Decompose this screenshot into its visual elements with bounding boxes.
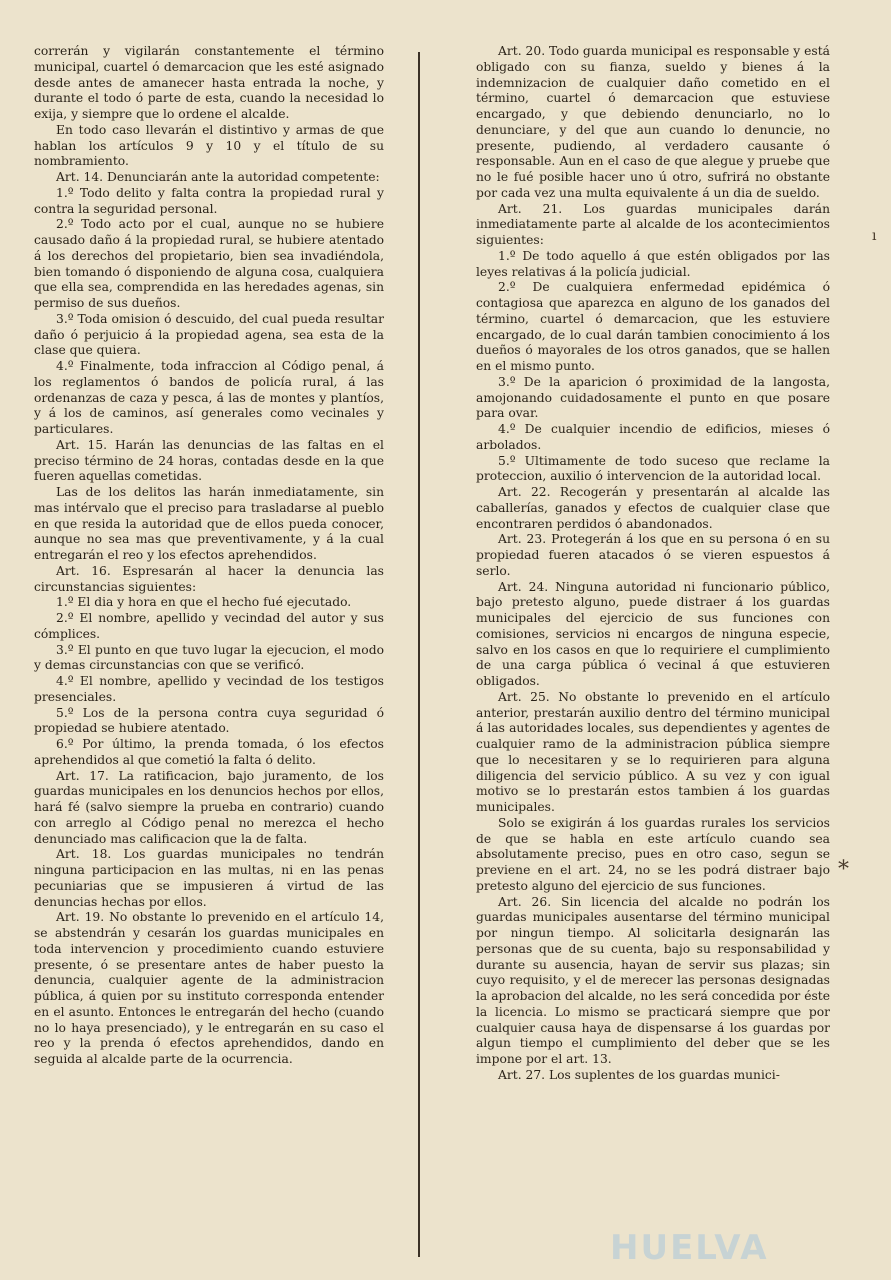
list-item: 6.º Por último, la prenda tomada, ó los efectos aprehendidos al que cometió la falta ó delito. xyxy=(34,737,384,767)
watermark-logo: HUELVA xyxy=(610,1228,769,1268)
paragraph: Solo se exigirán á los guardas rurales los servicios de que se habla en este artículo cuando sea absolutamente preciso, pues en otro caso, segun se previene en el art. 24, no se les podrá distraer bajo pretesto alguno del ejercicio de sus funciones. xyxy=(476,815,830,893)
article-22: Art. 22. Recogerán y presentarán al alcalde las caballerías, ganados y efectos de cualquier clase que encontraren perdidos ó abandonados. xyxy=(476,485,830,531)
article-18: Art. 18. Los guardas municipales no tendrán ninguna participacion en las multas, ni en las penas pecuniarias que se impusieren á virtud de las denuncias hechas por ellos. xyxy=(34,847,384,909)
article-24: Art. 24. Ninguna autoridad ni funcionario público, bajo pretesto alguno, puede distraer á los guardas municipales del ejercicio de sus funciones con comisiones, servicios ni encargos de ninguna especie, salvo en los casos en que lo requiriere el cumplimiento de una carga pública ó vecinal á que estuvieren obligados. xyxy=(476,579,830,688)
article-25: Art. 25. No obstante lo prevenido en el artículo anterior, prestarán auxilio dentro del término municipal á las autoridades locales, sus dependientes y agentes de cualquier ramo de la administracion pública siempre que lo necesitaren y se lo requirieren para alguna diligencia del servicio público. A su vez y con igual motivo se lo prestarán estos tambien á los guardas municipales. xyxy=(476,689,830,814)
paragraph: correrán y vigilarán constantemente el término municipal, cuartel ó demarcacion que les esté asignado desde antes de amanecer hasta entrada la noche, y durante el todo ó parte de esta, cuando la necesidad lo exija, y siempre que lo ordene el alcalde. xyxy=(34,44,384,121)
ink-mark-icon: ⁎ xyxy=(838,850,849,875)
list-item: 4.º Finalmente, toda infraccion al Código penal, á los reglamentos ó bandos de policía rural, á las ordenanzas de caza y pesca, á las de montes y plantíos, y á los de caminos, así generales como vecinales y particulares. xyxy=(34,359,384,436)
paragraph: En todo caso llevarán el distintivo y armas de que hablan los artículos 9 y 10 y el título de su nombramiento. xyxy=(34,122,384,169)
article-17: Art. 17. La ratificacion, bajo juramento, de los guardas municipales en los denuncios hechos por ellos, hará fé (salvo siempre la prueba en contrario) cuando con arreglo al Código penal no merezca el hecho denunciado mas calificacion que la de falta. xyxy=(34,768,384,846)
article-21: Art. 21. Los guardas municipales darán inmediatamente parte al alcalde de los acontecimientos siguientes: xyxy=(476,201,830,247)
list-item: 3.º Toda omision ó descuido, del cual pueda resultar daño ó perjuicio á la propiedad agena, sea esta de la clase que quiera. xyxy=(34,311,384,358)
article-heading-14: Art. 14. Denunciarán ante la autoridad competente: xyxy=(56,170,380,184)
paragraph: Las de los delitos las harán inmediatamente, sin mas intérvalo que el preciso para trasladarse al pueblo en que resida la autoridad que de ellos pueda conocer, aunque no sea mas que preventivamente, y á la cual entregarán el reo y los efectos aprehendidos. xyxy=(34,485,384,562)
list-item: 5.º Los de la persona contra cuya seguridad ó propiedad se hubiere atentado. xyxy=(34,705,384,736)
list-item: 1.º Todo delito y falta contra la propiedad rural y contra la seguridad personal. xyxy=(34,185,384,216)
column-divider xyxy=(418,52,420,1257)
list-item: 1.º De todo aquello á que estén obligados por las leyes relativas á la policía judicial. xyxy=(476,248,830,279)
article-23: Art. 23. Protegerán á los que en su persona ó en su propiedad fueren atacados ó se vieren espuestos á serlo. xyxy=(476,532,830,578)
article-16: Art. 16. Espresarán al hacer la denuncia las circunstancias siguientes: xyxy=(34,563,384,594)
article-19: Art. 19. No obstante lo prevenido en el artículo 14, se abstendrán y cesarán los guardas municipales en toda intervencion y procedimiento cuando estuviere presente, ó se presentare antes de haber puesto la denuncia, cualquier agente de la administracion pública, á quien por su instituto corresponda entender en el asunto. Entonces le entregarán del hecho (cuando no lo haya presenciado), y le entregarán en su caso el reo y la prenda ó efectos aprehendidos, dando en seguida al alcalde parte de la ocurrencia. xyxy=(34,910,384,1066)
right-column xyxy=(476,44,830,1234)
list-item: 2.º De cualquiera enfermedad epidémica ó contagiosa que aparezca en alguno de los ganados del término, cuartel ó demarcacion, que les estuviere encargado, de lo cual darán tambien conocimiento á los dueños ó mayorales de los otros ganados, que se hallen en el mismo punto. xyxy=(476,280,830,373)
list-item: 3.º De la aparicion ó proximidad de la langosta, amojonando cuidadosamente el punto en que posare para ovar. xyxy=(476,374,830,421)
list-item: 5.º Ultimamente de todo suceso que reclame la proteccion, auxilio ó intervencion de la autoridad local. xyxy=(476,453,830,484)
list-item: 2.º Todo acto por el cual, aunque no se hubiere causado daño á la propiedad rural, se hubiere atentado á los derechos del propietario, bien sea invadiéndola, bien tomando ó disponiendo de alguna cosa, cualquiera que ella sea, comprendida en las heredades agenas, sin permiso de sus dueños. xyxy=(34,217,384,310)
ink-tick-icon: ı xyxy=(872,228,877,244)
article-27: Art. 27. Los suplentes de los guardas munici- xyxy=(498,1067,780,1082)
list-item: 2.º El nombre, apellido y vecindad del autor y sus cómplices. xyxy=(34,611,384,641)
article-20: Art. 20. Todo guarda municipal es responsable y está obligado con su fianza, sueldo y bienes á la indemnizacion de cualquier daño cometido en el término, cuartel ó demarcacion que estuviese encargado, y que debiendo denunciarlo, no lo denunciare, y del que aun cuando lo denuncie, no presente, pudiendo, al verdadero causante ó responsable. Aun en el caso de que alegue y pruebe que no le fué posible hacer uno ú otro, sufrirá no obstante por cada vez una multa equivalente á un dia de sueldo. xyxy=(476,44,830,200)
list-item: 4.º El nombre, apellido y vecindad de los testigos presenciales. xyxy=(34,674,384,704)
list-item: 1.º El dia y hora en que el hecho fué ejecutado. xyxy=(56,595,352,610)
article-15: Art. 15. Harán las denuncias de las faltas en el preciso término de 24 horas, contadas desde en la que fueren aquellas cometidas. xyxy=(34,437,384,484)
list-item: 3.º El punto en que tuvo lugar la ejecucion, el modo y demas circunstancias con que se verificó. xyxy=(34,642,384,673)
list-item: 4.º De cualquier incendio de edificios, mieses ó arbolados. xyxy=(476,422,830,452)
left-column xyxy=(34,44,384,1234)
article-26: Art. 26. Sin licencia del alcalde no podrán los guardas municipales ausentarse del término municipal por ningun tiempo. Al solicitarla designarán las personas que de su cuenta, bajo su responsabilidad y durante su ausencia, hayan de servir sus plazas; sin cuyo requisito, y el de merecer las personas designadas la aprobacion del alcalde, no les será concedida por éste la licencia. Lo mismo se practicará siempre que por cualquier causa haya de dispensarse á los guardas por algun tiempo el cumplimiento del deber que se les impone por el art. 13. xyxy=(476,894,830,1066)
